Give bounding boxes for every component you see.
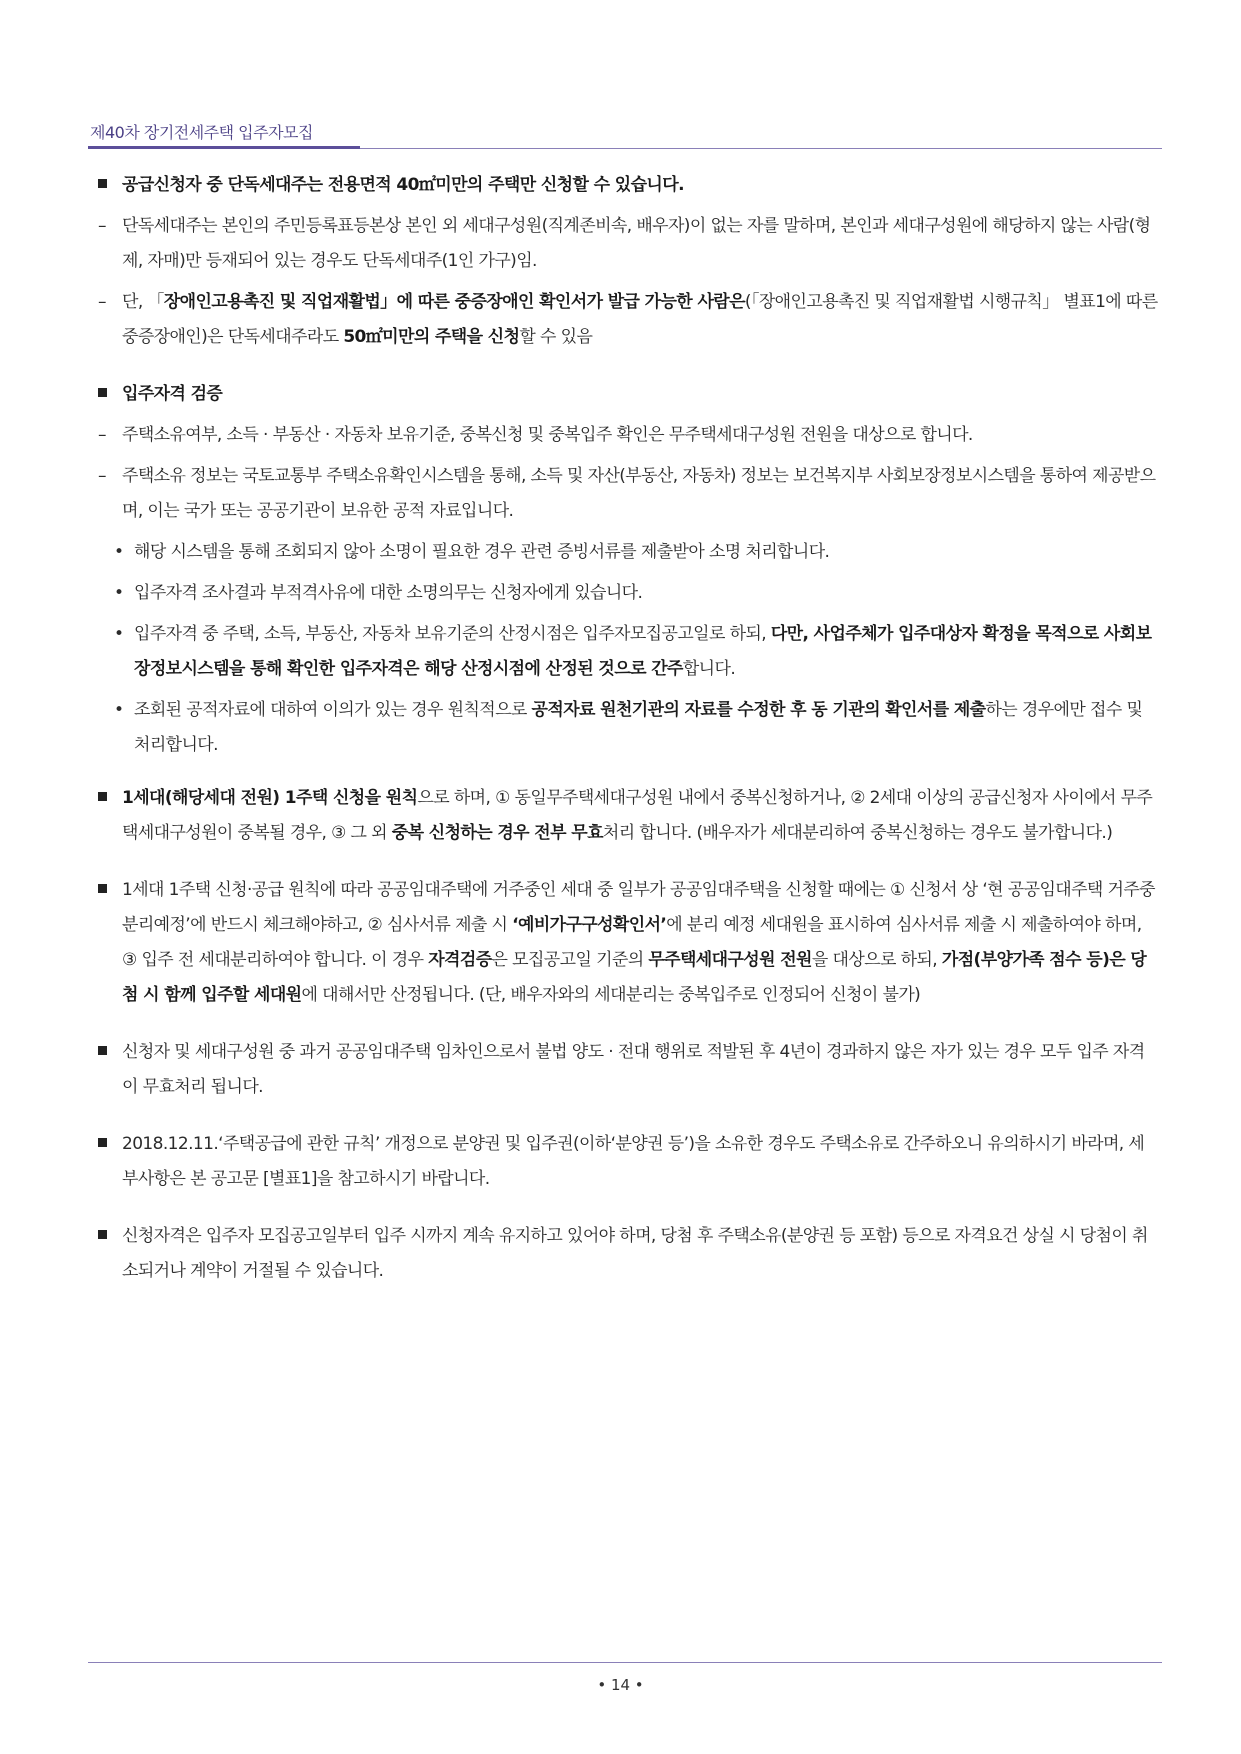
item-text: 주택소유 정보는 국토교통부 주택소유확인시스템을 통해, 소득 및 자산(부동산, 자동차) 정보는 보건복지부 사회보장정보시스템을 통하여 제공받으며, 이는 국가 또는 공공기관이 보유한 공적 자료입니다. (122, 466, 1156, 521)
section-single-householder (96, 168, 1160, 203)
item-text: 단독세대주는 본인의 주민등록표등본상 본인 외 세대구성원(직계존비속, 배우자)이 없는 자를 말하며, 본인과 세대구성원에 해당하지 않는 사람(형제, 자매)만 등재되어 있는 경우도 단독세대주(1인 가구)임. (122, 216, 1151, 271)
document-body (96, 168, 1160, 1289)
dash-marker: – (98, 466, 106, 486)
square-bullet-icon (98, 781, 107, 816)
square-bullet-icon (98, 1035, 107, 1070)
document-title: 제40차 장기전세주택 입주자모집 (90, 123, 313, 142)
item-emphasis: 50㎡미만의 주택을 신청 (343, 327, 520, 347)
page-number: • 14 • (597, 1676, 644, 1694)
item-emphasis: 중복 신청하는 경우 전부 무효 (391, 823, 603, 843)
list-item (96, 285, 1160, 355)
item-text: 입주자격 조사결과 부적격사유에 대한 소명의무는 신청자에게 있습니다. (134, 583, 643, 603)
section-title: 공급신청자 중 단독세대주는 전용면적 40㎡미만의 주택만 신청할 수 있습니다. (122, 175, 684, 195)
item-text: 주택소유여부, 소득 · 부동산 · 자동차 보유기준, 중복신청 및 중복입주 확인은 무주택세대구성원 전원을 대상으로 합니다. (122, 425, 973, 445)
item-text: 에 대해서만 산정됩니다. (단, 배우자와의 세대분리는 중복입주로 인정되어 신청이 불가) (301, 985, 921, 1005)
item-text: 신청자격은 입주자 모집공고일부터 입주 시까지 계속 유지하고 있어야 하며, 당첨 후 주택소유(분양권 등 포함) 등으로 자격요건 상실 시 당첨이 취소되거나 계약이 거절될 수 있습니다. (122, 1226, 1148, 1281)
section-presale-rights (96, 1127, 1160, 1197)
item-text: 을 대상으로 하되, (811, 950, 942, 970)
item-text: 신청자 및 세대구성원 중 과거 공공임대주택 임차인으로서 불법 양도 · 전대 행위로 적발된 후 4년이 경과하지 않은 자가 있는 경우 모두 입주 자격이 무효처리 됩니다. (122, 1042, 1145, 1097)
section-household-split (96, 873, 1160, 1013)
item-text: 2018.12.11.‘주택공급에 관한 규칙’ 개정으로 분양권 및 입주권(이하‘분양권 등’)을 소유한 경우도 주택소유로 간주하오니 유의하시기 바라며, 세부사항은 본 공고문 [별표1]을 참고하시기 바랍니다. (122, 1134, 1145, 1189)
footer-divider (88, 1662, 1162, 1663)
item-emphasis: 장애인고용촉진 및 직업재활법」에 따른 중증장애인 확인서가 발급 가능한 사람은 (163, 292, 745, 312)
square-bullet-icon (98, 1127, 107, 1162)
square-bullet-icon (98, 377, 107, 412)
item-emphasis: 무주택세대구성원 전원 (648, 950, 812, 970)
square-bullet-icon (98, 873, 107, 908)
section-title: 입주자격 검증 (122, 384, 223, 404)
dot-marker: • (114, 542, 124, 562)
item-text: 해당 시스템을 통해 조회되지 않아 소명이 필요한 경우 관련 증빙서류를 제출받아 소명 처리합니다. (134, 542, 830, 562)
list-item (96, 576, 1160, 611)
dot-marker: • (114, 700, 124, 720)
page-header (88, 112, 1162, 152)
item-emphasis: 가점(부양가족 점수 등)은 당첨 시 함께 입주할 세대원 (122, 950, 1147, 1005)
square-bullet-icon (98, 1219, 107, 1254)
list-item (96, 693, 1160, 763)
dash-marker: – (98, 216, 106, 236)
item-emphasis: 다만, 사업주체가 입주대상자 확정을 목적으로 사회보장정보시스템을 통해 확인한 입주자격은 해당 산정시점에 산정된 것으로 간주 (134, 624, 1152, 679)
list-item (96, 418, 1160, 453)
item-emphasis: ‘예비가구구성확인서’ (512, 915, 667, 935)
section-eligibility-verification (96, 377, 1160, 412)
square-bullet-icon (98, 168, 107, 203)
item-text: 으로 하며, ① 동일무주택세대구성원 내에서 중복신청하거나, ② 2세대 이상의 공급신청자 사이에서 무주택세대구성원이 중복될 경우, ③ 그 외 (122, 788, 1153, 843)
list-item (96, 617, 1160, 687)
dash-marker: – (98, 425, 106, 445)
section-illegal-transfer (96, 1035, 1160, 1105)
item-text: 하는 경우에만 접수 및 처리합니다. (134, 700, 1143, 755)
item-text: 합니다. (682, 659, 736, 679)
item-text: 1세대 1주택 신청·공급 원칙에 따라 공공임대주택에 거주중인 세대 중 일부가 공공임대주택을 신청할 때에는 ① 신청서 상 ‘현 공공임대주택 거주중 분리예정’에 반드시 체크해야하고, ② 심사서류 제출 시 (122, 880, 1156, 935)
item-emphasis: 공적자료 원천기관의 자료를 수정한 후 동 기관의 확인서를 제출 (531, 700, 986, 720)
section-one-household-one-house (96, 781, 1160, 851)
item-text: 처리 합니다. (배우자가 세대분리하여 중복신청하는 경우도 불가합니다.) (602, 823, 1113, 843)
header-accent-bar (88, 146, 360, 149)
item-text: 단, 「 (122, 292, 164, 312)
list-item (96, 535, 1160, 570)
item-text: 조회된 공적자료에 대하여 이의가 있는 경우 원칙적으로 (134, 700, 532, 720)
item-text: 은 모집공고일 기준의 (491, 950, 649, 970)
section-maintain-eligibility (96, 1219, 1160, 1289)
item-emphasis: 1세대(해당세대 전원) 1주택 신청을 원칙 (122, 788, 418, 808)
item-text: 에 분리 예정 세대원을 표시하여 심사서류 제출 시 제출하여야 하며, ③ 입주 전 세대분리하여야 합니다. 이 경우 (122, 915, 1142, 970)
dot-marker: • (114, 583, 124, 603)
item-text: 입주자격 중 주택, 소득, 부동산, 자동차 보유기준의 산정시점은 입주자모집공고일로 하되, (134, 624, 771, 644)
list-item (96, 209, 1160, 279)
dash-marker: – (98, 292, 106, 312)
item-emphasis: 자격검증 (428, 950, 492, 970)
item-text: 할 수 있음 (519, 327, 593, 347)
item-text: (「장애인고용촉진 및 직업재활법 시행규칙」 별표1에 따른 중증장애인)은 단독세대주라도 (122, 292, 1158, 347)
list-item (96, 459, 1160, 529)
dot-marker: • (114, 624, 124, 644)
